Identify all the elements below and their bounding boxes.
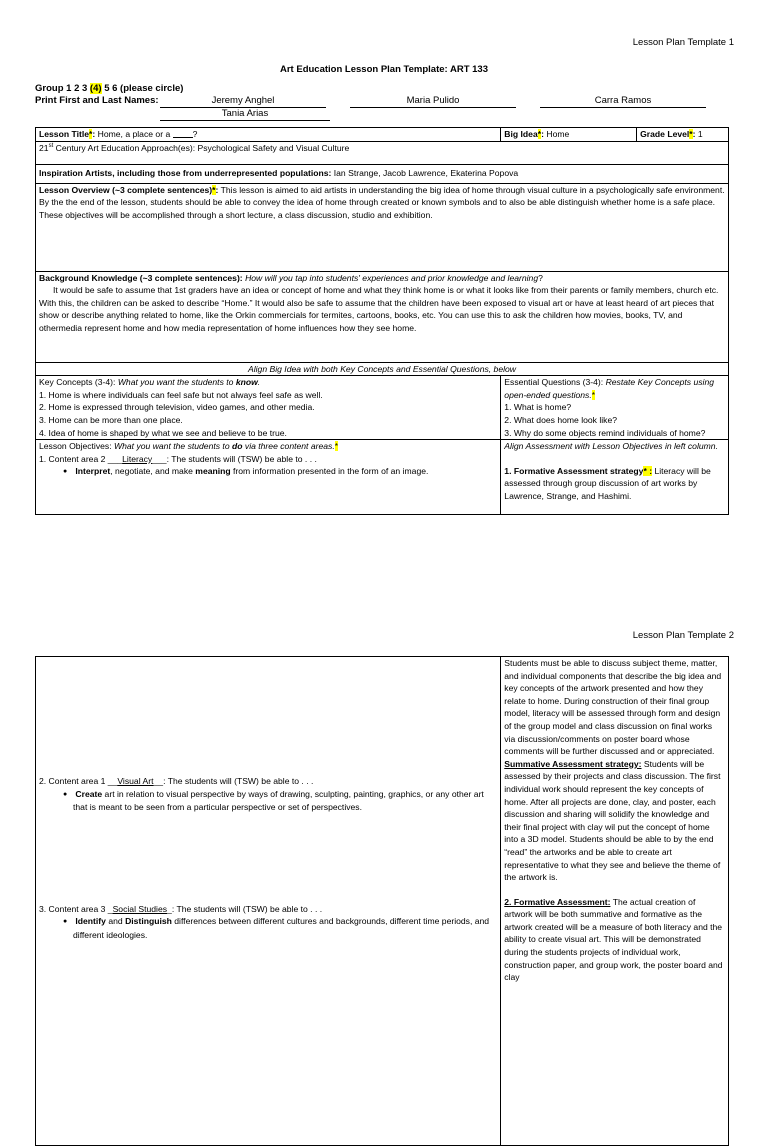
assessment-text: Students must be able to discuss subject theme, matter, and individual components that describe the big idea and key concepts of the artwork presented and how they relate to home. During construction of their final group model, literacy will be assessed through form and design of the group model and class discussion on final works via discussion/comments on poster board whose comments will be further discussed and or appreciated.	[504, 658, 722, 757]
objectives-continued-row	[36, 657, 729, 1146]
big-idea-cell: Big Idea*: Home	[501, 128, 637, 142]
grade-level-cell: Grade Level*: 1	[637, 128, 729, 142]
concepts-row	[36, 376, 729, 440]
align-row	[36, 362, 729, 376]
inspiration-row	[36, 164, 729, 183]
objectives-row	[36, 440, 729, 515]
essential-questions-cell: Essential Questions (3-4): Restate Key Concepts using open-ended questions.* 1. What is home? 2. What does home look like? 3. Why do some objects remind individuals of home?	[501, 376, 729, 440]
grade-level-value: 1	[697, 129, 703, 139]
background-text: It would be safe to assume that 1st graders have an idea or concept of home and what they think home is or what it looks like from their parents or family members, church etc. With this, the children can be asked to describe “Home.” It would also be safe to assume that the children have been exposed to visual art or have at least heard of art pieces that show or describe anything related to home, like the Orkin commercials for termites, cartoons, books, etc. You can use this to ask the children how movies, books, TV, and othermedia represent home and how media representation of home influences how they see home.	[39, 285, 719, 333]
big-idea-value: Home	[546, 129, 570, 139]
lesson-objectives-cell: Lesson Objectives: What you want the students to do via three content areas.* 1. Content area 2 ___Literacy___: The students will (TSW) be able to . . . ● Interpret, negotiate, and make meaning from information presented in the form of an image.	[36, 440, 501, 515]
objective-bullet: ● Interpret, negotiate, and make meaning from information presented in the form of an image.	[39, 465, 497, 479]
names-label: Print First and Last Names:	[35, 95, 159, 106]
lesson-plan-table	[35, 127, 729, 515]
student-name: Jeremy Anghel	[160, 95, 326, 108]
essential-question-item: 1. What is home?	[504, 402, 572, 413]
background-knowledge-cell: Background Knowledge (~3 complete sentences): How will you tap into students' experiences and prior knowledge and learning? It would be safe to assume that 1st graders have an idea or concept of home and what they think home is or what it looks like from their parents or family members, church etc. With this, the children can be asked to describe “Home.” It would also be safe to assume that the children have been exposed to visual art or have at least heard of art pieces that show or describe anything related to home, like the Orkin commercials for termites, cartoons, books, etc. You can use this to ask the children how movies, books, TV, and othermedia represent home and how media representation of home influences how they see home.	[36, 271, 729, 362]
student-name: Tania Arias	[160, 108, 330, 121]
group-note: (please circle)	[120, 83, 184, 94]
running-head: Lesson Plan Template 2	[632, 630, 734, 641]
objective-bullet: ● Create art in relation to visual perspective by ways of drawing, sculpting, painting, graphics, or any other art that is meant to be seen from a particular perspective or set of perspectives.	[39, 788, 497, 814]
lesson-overview-cell: Lesson Overview (~3 complete sentences)*: This lesson is aimed to aid artists in understanding the big idea of home through visual culture in a psychologically safe environment. By the the end of the lesson, students should be able to convey the idea of home through created or known symbols and to also be able distinguish whether home is a safe place. These objectives will be accomplished through a short lecture, a class discussion, studio and exhibition.	[36, 183, 729, 271]
assessment-continued-cell	[501, 657, 729, 1146]
student-name: Maria Pulido	[350, 95, 516, 108]
summative-text: Students will be assessed by their projects and class discussion. The first individual work should represent the key concepts of home. After all projects are done, clay, and poster, each discussion and sharing will solidify the knowledge and their final project with clay wil put the concept of home into a 3D model. Students should be able to by the end “read” the artworks and be able to create art representative to what they see and believe the theme of the artwork is.	[504, 758, 721, 883]
content-area-literacy: 1. Content area 2 ___Literacy___: The students will (TSW) be able to . . .	[39, 453, 317, 464]
formative-assessment-1: 1. Formative Assessment strategy* : Literacy will be assessed through group discussion of art works by Lawrence, Strange, and Hashimi.	[504, 465, 711, 501]
group-numbers-rest: 5 6	[104, 83, 118, 94]
approach-row	[36, 141, 729, 164]
group-numbers: 1 2 3	[66, 83, 88, 94]
blank-line	[173, 128, 193, 138]
summative-label: Summative Assessment strategy:	[504, 758, 642, 769]
key-concepts-cell: Key Concepts (3-4): What you want the students to know. 1. Home is where individuals can feel safe but not always feel safe as well. 2. Home is expressed through television, video games, and other media. 3. Home can be more than one place. 4. Idea of home is shaped by what we see and believe to be true.	[36, 376, 501, 440]
objectives-continued-cell	[36, 657, 501, 1146]
group-selected: (4)	[89, 83, 102, 94]
key-concept-item: 3. Home can be more than one place.	[39, 414, 183, 425]
title-row	[36, 128, 729, 142]
content-area-social-studies: 3. Content area 3 _Social Studies_: The students will (TSW) be able to . . .	[39, 903, 323, 914]
key-concept-item: 1. Home is where individuals can feel safe but not always feel safe as well.	[39, 389, 323, 400]
lesson-title-value: Home, a place or a	[97, 129, 171, 139]
background-row	[36, 271, 729, 362]
group-label: Group	[35, 83, 64, 94]
page-2	[0, 600, 768, 1024]
content-area-visual-art: 2. Content area 1 __Visual Art__: The students will (TSW) be able to . . .	[39, 776, 314, 786]
essential-question-item: 3. Why do some objects remind individuals of home?	[504, 427, 706, 438]
objective-bullet: ● Identify and Distinguish differences between different cultures and backgrounds, different time periods, and different ideologies.	[39, 915, 497, 941]
approach-cell: 21st Century Art Education Approach(es): Psychological Safety and Visual Culture	[36, 141, 729, 164]
lesson-title-cell: Lesson Title*: Home, a place or a ?	[36, 128, 501, 142]
assessment-cell	[501, 440, 729, 515]
essential-question-item: 2. What does home look like?	[504, 414, 618, 425]
inspiration-cell: Inspiration Artists, including those from underrepresented populations: Ian Strange, Jacob Lawrence, Ekaterina Popova	[36, 164, 729, 183]
lesson-plan-table-continued	[35, 656, 729, 1146]
running-head: Lesson Plan Template 1	[632, 37, 734, 48]
document-title: Art Education Lesson Plan Template: ART 133	[280, 64, 488, 75]
align-header: Align Big Idea with both Key Concepts and Essential Questions, below	[36, 362, 729, 376]
assessment-align-note: Align Assessment with Lesson Objectives in left column.	[504, 441, 718, 452]
key-concept-item: 2. Home is expressed through television, video games, and other media.	[39, 402, 315, 413]
formative-assessment-2: 2. Formative Assessment: The actual creation of artwork will be both summative and formative as the artwork created will be a measure of both literacy and the ability to create visual art. This will be demonstrated during the students projects of individual work, construction paper, and group work, the poster board and clay	[504, 896, 723, 983]
key-concept-item: 4. Idea of home is shaped by what we see and believe to be true.	[39, 427, 287, 438]
overview-row	[36, 183, 729, 271]
student-name: Carra Ramos	[540, 95, 706, 108]
group-selector	[35, 83, 183, 94]
